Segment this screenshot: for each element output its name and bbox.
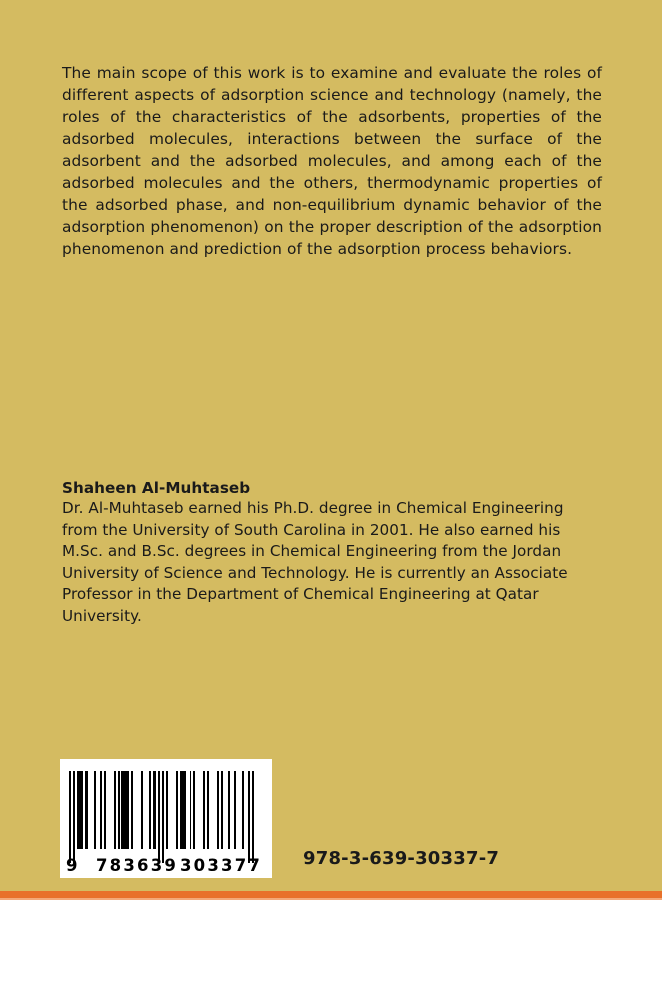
barcode-right-group: 303377	[180, 855, 263, 875]
barcode-space	[195, 771, 203, 849]
isbn-number: 978-3-639-30337-7	[303, 848, 500, 869]
barcode-bars	[69, 771, 254, 849]
barcode-space	[168, 771, 176, 849]
book-description-text: The main scope of this work is to examine and evaluate the roles of different aspects of adsorption science and technology (namely, the roles of the characteristics of the adsorbents, properties of the adsorbed molecules, interactions between the surface of the adsorbent and the adsorbed molecules, and among each of the adsorbed molecules and the others, thermodynamic properties of the adsorbed phase, and non-equilibrium dynamic behavior of the adsorption phenomenon) on the proper description of the adsorption phenomenon and prediction of the adsorption process behaviors.	[62, 64, 602, 258]
author-name: Shaheen Al-Muhtaseb	[62, 479, 251, 497]
barcode-space	[133, 771, 141, 849]
barcode-bar	[252, 771, 254, 863]
barcode	[60, 759, 272, 878]
accent-stripe	[0, 891, 662, 898]
barcode-space	[106, 771, 114, 849]
barcode-lead-digit: 9	[66, 855, 80, 875]
barcode-space	[209, 771, 217, 849]
barcode-left-group: 783639	[96, 855, 179, 875]
barcode-digits	[60, 854, 272, 876]
barcode-bar	[121, 771, 129, 849]
author-section	[62, 478, 602, 627]
page-white-base	[0, 900, 662, 993]
author-biography: Dr. Al-Muhtaseb earned his Ph.D. degree in Chemical Engineering from the University of South Carolina in 2001. He also earned his M.Sc. and B.Sc. degrees in Chemical Engineering from the Jordan University of Science and Technology. He is currently an Associate Professor in the Department of Chemical Engineering at Qatar University.	[62, 499, 568, 625]
